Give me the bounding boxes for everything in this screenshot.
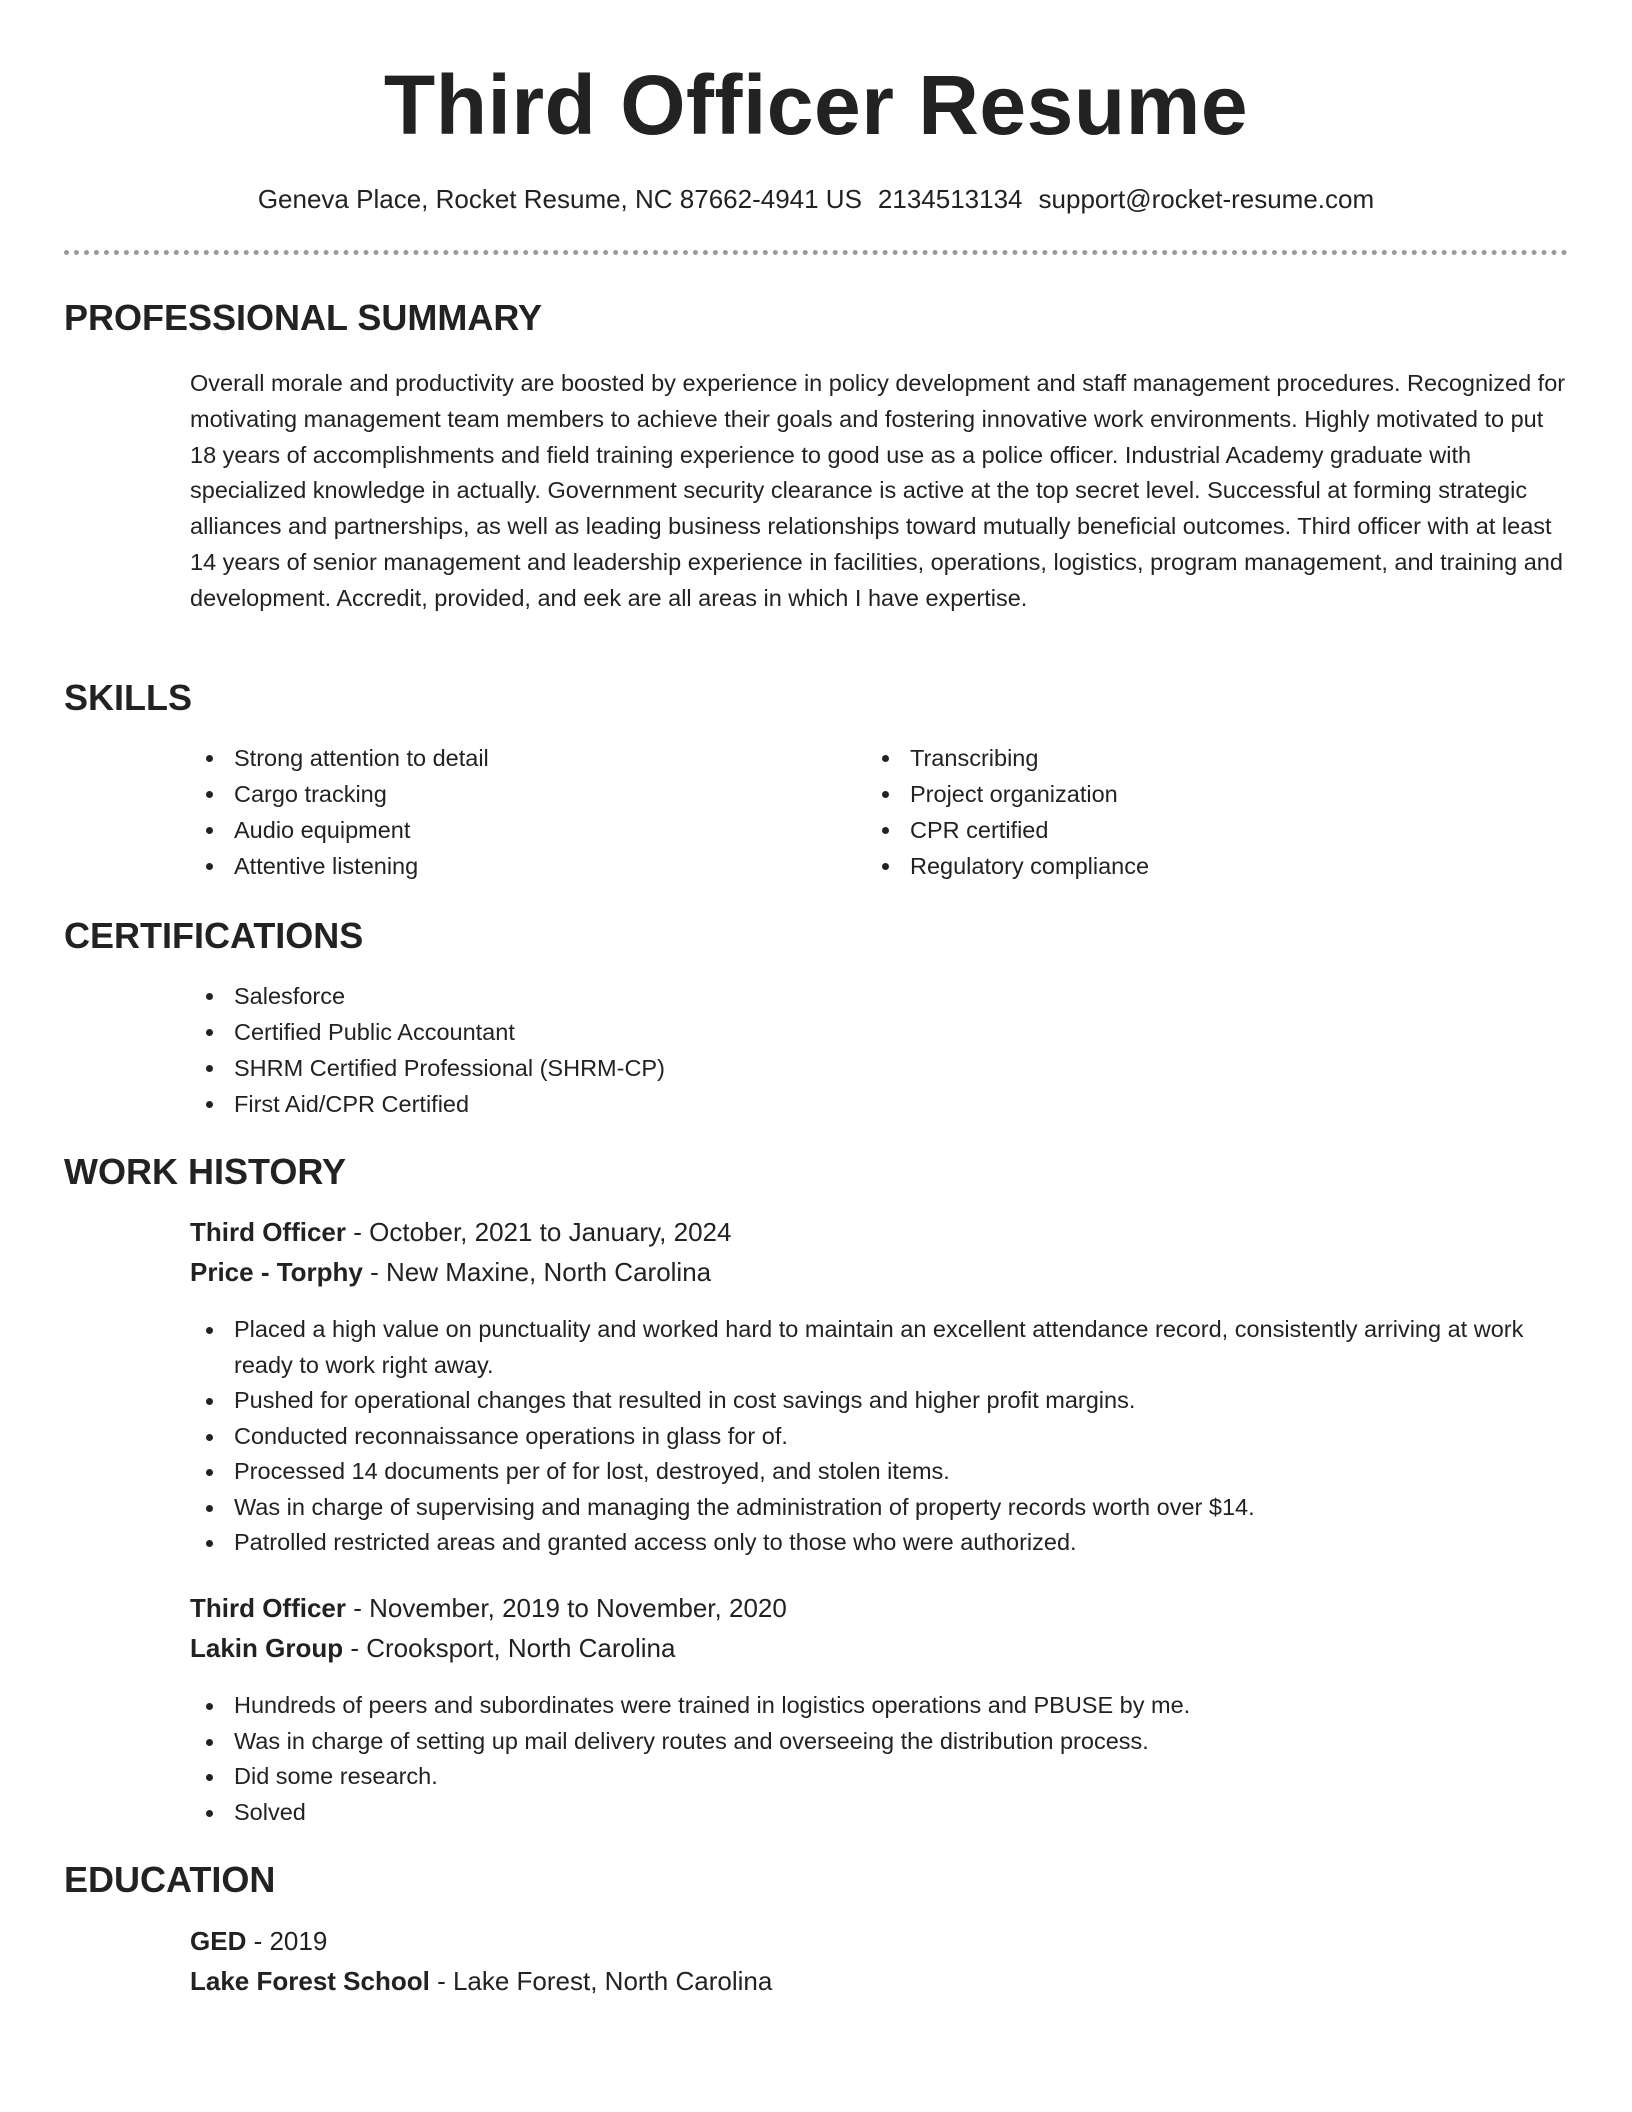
certifications-heading: CERTIFICATIONS — [64, 915, 364, 956]
skill-item: CPR certified — [866, 812, 1506, 848]
skill-item: Cargo tracking — [190, 776, 830, 812]
job-location: - New Maxine, North Carolina — [362, 1257, 712, 1287]
job-company: Price - Torphy — [190, 1257, 363, 1287]
job-bullet: Processed 14 documents per of for lost, destroyed, and stolen items. — [190, 1454, 1572, 1490]
job-1-company-line — [190, 1255, 711, 1289]
skill-item: Audio equipment — [190, 812, 830, 848]
job-dates: - October, 2021 to January, 2024 — [346, 1217, 732, 1247]
header-divider — [64, 250, 1568, 255]
summary-text: Overall morale and productivity are boosted by experience in policy development and staff management procedures. Recognized for motivating management team members to achieve their goals and fostering innovative work environments. Highly motivated to put 18 years of accomplishments and field training experience to good use as a police officer. Industrial Academy graduate with specialized knowledge in actually. Government security clearance is active at the top secret level. Successful at forming strategic alliances and partnerships, as well as leading business relationships toward mutually beneficial outcomes. Third officer with at least 14 years of senior management and leadership experience in facilities, operations, logistics, program management, and training and development. Accredit, provided, and eek are all areas in which I have expertise. — [190, 370, 1566, 611]
contact-email: support@rocket-resume.com — [1038, 184, 1375, 214]
certification-item: Salesforce — [190, 978, 1190, 1014]
education-location: - Lake Forest, North Carolina — [429, 1966, 773, 1996]
job-bullet: Patrolled restricted areas and granted access only to those who were authorized. — [190, 1525, 1572, 1561]
contact-phone: 2134513134 — [877, 184, 1023, 214]
job-bullet: Was in charge of setting up mail delivery routes and overseeing the distribution process. — [190, 1724, 1572, 1760]
skill-item: Transcribing — [866, 740, 1506, 776]
job-bullet: Was in charge of supervising and managing the administration of property records worth over $14. — [190, 1490, 1572, 1526]
education-school: Lake Forest School — [190, 1966, 430, 1996]
skills-list-left — [190, 740, 830, 884]
job-2-title-line — [190, 1591, 787, 1625]
skill-item: Regulatory compliance — [866, 848, 1506, 884]
job-bullet: Hundreds of peers and subordinates were trained in logistics operations and PBUSE by me. — [190, 1688, 1572, 1724]
education-year: - 2019 — [246, 1926, 328, 1956]
contact-address: Geneva Place, Rocket Resume, NC 87662-4941 US — [257, 184, 862, 214]
certification-item: SHRM Certified Professional (SHRM-CP) — [190, 1050, 1190, 1086]
job-company: Lakin Group — [190, 1633, 344, 1663]
certifications-list — [190, 978, 1190, 1122]
certification-item: First Aid/CPR Certified — [190, 1086, 1190, 1122]
contact-line — [64, 182, 1568, 216]
job-2-bullets — [190, 1688, 1572, 1830]
skill-item: Strong attention to detail — [190, 740, 830, 776]
job-1-bullets — [190, 1312, 1572, 1561]
education-degree: GED — [190, 1926, 247, 1956]
job-bullet: Conducted reconnaissance operations in glass for of. — [190, 1419, 1572, 1455]
job-bullet: Solved — [190, 1795, 1572, 1831]
job-title: Third Officer — [190, 1217, 347, 1247]
skills-heading: SKILLS — [64, 677, 193, 718]
resume-title: Third Officer Resume — [383, 58, 1249, 152]
job-bullet: Placed a high value on punctuality and worked hard to maintain an excellent attendance record, consistently arriving at work ready to work right away. — [190, 1312, 1572, 1383]
job-location: - Crooksport, North Carolina — [343, 1633, 676, 1663]
skill-item: Project organization — [866, 776, 1506, 812]
job-title: Third Officer — [190, 1593, 347, 1623]
education-school-line — [190, 1964, 772, 1998]
certification-item: Certified Public Accountant — [190, 1014, 1190, 1050]
job-bullet: Pushed for operational changes that resulted in cost savings and higher profit margins. — [190, 1383, 1572, 1419]
job-2-company-line — [190, 1631, 675, 1665]
education-heading: EDUCATION — [64, 1859, 276, 1900]
skills-list-right — [866, 740, 1506, 884]
job-bullet: Did some research. — [190, 1759, 1572, 1795]
skill-item: Attentive listening — [190, 848, 830, 884]
education-degree-line — [190, 1924, 327, 1958]
job-1-title-line — [190, 1215, 731, 1249]
work-history-heading: WORK HISTORY — [64, 1151, 347, 1192]
summary-heading: PROFESSIONAL SUMMARY — [64, 297, 543, 338]
job-dates: - November, 2019 to November, 2020 — [346, 1593, 787, 1623]
